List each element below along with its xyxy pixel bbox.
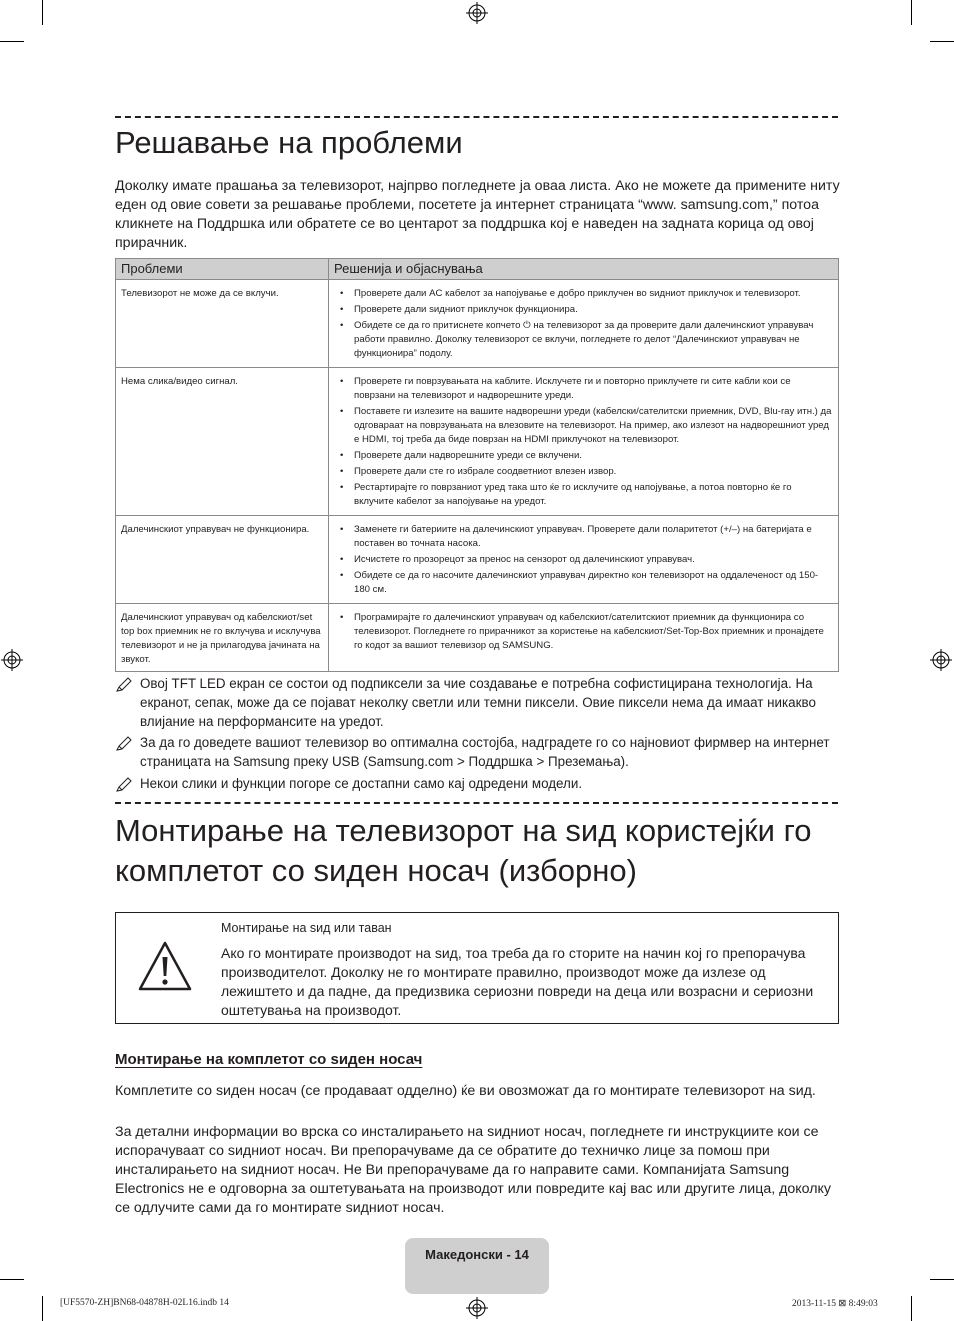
note-text: Овој TFT LED екран се состои од подпиксели за чие создавање е потребна софистицирана технологија. На екранот, сепак, може да се појават неколку светли или темни пиксели. Овие пиксели нема да имаат никакво влијание на перформансите на уредот. — [140, 676, 816, 729]
crop-mark — [930, 41, 954, 42]
solution-item: • Проверете ги поврзувањата на каблите. Исклучете ги и повторно приклучете ги сите кабли кои се поврзани на телевизорот и надворешните уреди. — [334, 375, 833, 403]
subheading-wall-mount-kit: Монтирање на комплетот со ѕиден носач — [115, 1051, 423, 1068]
note-item — [115, 774, 840, 793]
crop-mark — [911, 1296, 912, 1321]
pencil-note-icon — [115, 776, 133, 794]
solution-item: • Проверете дали ѕидниот приклучок функционира. — [334, 303, 833, 317]
solution-item: • Програмирајте го далечинскиот управувач од кабелскиот/сателитскиот приемник да функционира со телевизорот. Погледнете го прирачникот за користење на кабелскиот/Set-Top-Box приемник и пронајдете го кодот за вашиот телевизор од SAMSUNG. — [334, 611, 833, 653]
page-number-tab — [405, 1238, 549, 1294]
problem-cell: Далечинскиот управувач не функционира. — [116, 516, 329, 604]
solution-item: • Обидете се да го насочите далечинскиот управувач директно кон телевизорот на оддалеченост од 150-180 см. — [334, 569, 833, 597]
crop-mark — [930, 1279, 954, 1280]
note-text: Некои слики и функции погоре се достапни само кај одредени модели. — [140, 776, 583, 791]
table-header-row — [116, 259, 839, 280]
warning-title: Монтирање на ѕид или таван — [221, 921, 392, 935]
solution-item: • Исчистете го прозорецот за пренос на сензорот од далечинскиот управувач. — [334, 553, 833, 567]
solution-cell — [329, 604, 839, 672]
intro-paragraph: Доколку имате прашања за телевизорот, најпрво погледнете ја оваа листа. Ако не можете да примените ниту еден од овие совети за решавање проблеми, посетете ја интернет страницата “www. samsung.com,” потоа кликнете на Поддршка или обратете се во центарот за поддршка кој е наведен на задната корица од овој прирачник. — [115, 178, 840, 251]
crop-mark — [42, 0, 43, 25]
section-title-line: комплетот со ѕиден носач (изборно) — [115, 853, 637, 888]
solution-cell — [329, 516, 839, 604]
solution-item: • Обидете се да го притиснете копчето ⏻ на телевизорот за да проверите дали далечинскиот управувач работи правилно. Доколку телевизорот се вклучи, погледнете го делот “Далечинскиот управувач не функционира” подолу. — [334, 319, 833, 361]
note-item — [115, 733, 840, 771]
section-title-line: Монтирање на телевизорот на ѕид користејќи го — [115, 813, 812, 848]
column-header-problems: Проблеми — [116, 259, 329, 280]
registration-mark-icon — [1, 649, 23, 671]
solution-cell — [329, 280, 839, 368]
problem-cell: Далечинскиот управувач од кабелскиот/set top box приемник не го вклучува и исклучува телевизорот и не ја прилагодува јачината на звукот. — [116, 604, 329, 672]
section-title-wall-mount — [115, 811, 811, 891]
note-item — [115, 674, 840, 731]
body-paragraph: Комплетите со ѕиден носач (се продаваат одделно) ќе ви овозможат да го монтирате телевизорот на ѕид. — [115, 1083, 816, 1099]
column-header-solutions: Решенија и објаснувања — [329, 259, 839, 280]
section-divider — [115, 116, 838, 118]
section-divider — [115, 802, 838, 804]
registration-mark-icon — [466, 2, 488, 24]
solution-cell — [329, 368, 839, 516]
crop-mark — [0, 1279, 24, 1280]
page-number-label: Македонски - 14 — [425, 1247, 529, 1262]
problem-cell: Телевизорот не може да се вклучи. — [116, 280, 329, 368]
print-timestamp: 2013-11-15 ⊠ 8:49:03 — [792, 1299, 878, 1309]
warning-triangle-icon — [137, 940, 193, 992]
crop-mark — [0, 41, 24, 42]
registration-mark-icon — [930, 649, 952, 671]
warning-text: Ако го монтирате производот на ѕид, тоа треба да го сторите на начин кој го препорачува производителот. Доколку не го монтирате правилно, производот може да излезе од лежиштето и да падне, да предизвика сериозни повреди на деца или возрасни и сериозни оштетувања на производот. — [221, 945, 814, 1018]
table-row — [116, 368, 839, 516]
file-slug: [UF5570-ZH]BN68-04878H-02L16.indb 14 — [60, 1298, 229, 1308]
crop-mark — [42, 1296, 43, 1321]
troubleshooting-table — [115, 258, 839, 672]
table-row — [116, 280, 839, 368]
warning-box — [115, 912, 839, 1024]
table-row — [116, 604, 839, 672]
solution-item: • Заменете ги батериите на далечинскиот управувач. Проверете дали поларитетот (+/–) на батеријата е поставен во точната насока. — [334, 523, 833, 551]
solution-item: • Проверете дали сте го избрале соодветниот влезен извор. — [334, 465, 833, 479]
solution-item: • Проверете дали AC кабелот за напојување е добро приклучен во ѕидниот приклучок и телевизорот. — [334, 287, 833, 301]
registration-mark-icon — [466, 1297, 488, 1319]
table-row — [116, 516, 839, 604]
solution-item: • Поставете ги излезите на вашите надворешни уреди (кабелски/сателитски приемник, DVD, Blu-ray итн.) да одговараат на поврзувањата на влезовите на телевизорот. На пример, ако излезот на надворешниот уред е HDMI, тој треба да биде поврзан на HDMI приклучокот на телевизорот. — [334, 405, 833, 447]
pencil-note-icon — [115, 676, 133, 694]
problem-cell: Нема слика/видео сигнал. — [116, 368, 329, 516]
crop-mark — [911, 0, 912, 25]
body-paragraph: За детални информации во врска со инсталирањето на ѕидниот носач, погледнете ги инструкциите кои се испорачуваат со ѕидниот носач. Ви препорачуваме да се обратите до техничко лице за помош при инсталирањето на ѕидниот носач. Не Ви препорачуваме да го направите сами. Компанијата Samsung Electronics не е одговорна за оштетувањата на производот или повредите кај вас или другите лица, доколку се одлучите сами да го монтирате ѕидниот носач. — [115, 1124, 831, 1216]
pencil-note-icon — [115, 735, 133, 753]
note-text: За да го доведете вашиот телевизор во оптимална состојба, надградете го со најновиот фирмвер на интернет страницата на Samsung преку USB (Samsung.com > Поддршка > Преземања). — [140, 735, 830, 769]
solution-item: • Рестартирајте го поврзаниот уред така што ќе го исклучите од напојување, а потоа повторно ќе го вклучите кабелот за напојување на уредот. — [334, 481, 833, 509]
solution-item: • Проверете дали надворешните уреди се вклучени. — [334, 449, 833, 463]
section-title-troubleshooting: Решавање на проблеми — [115, 125, 463, 160]
